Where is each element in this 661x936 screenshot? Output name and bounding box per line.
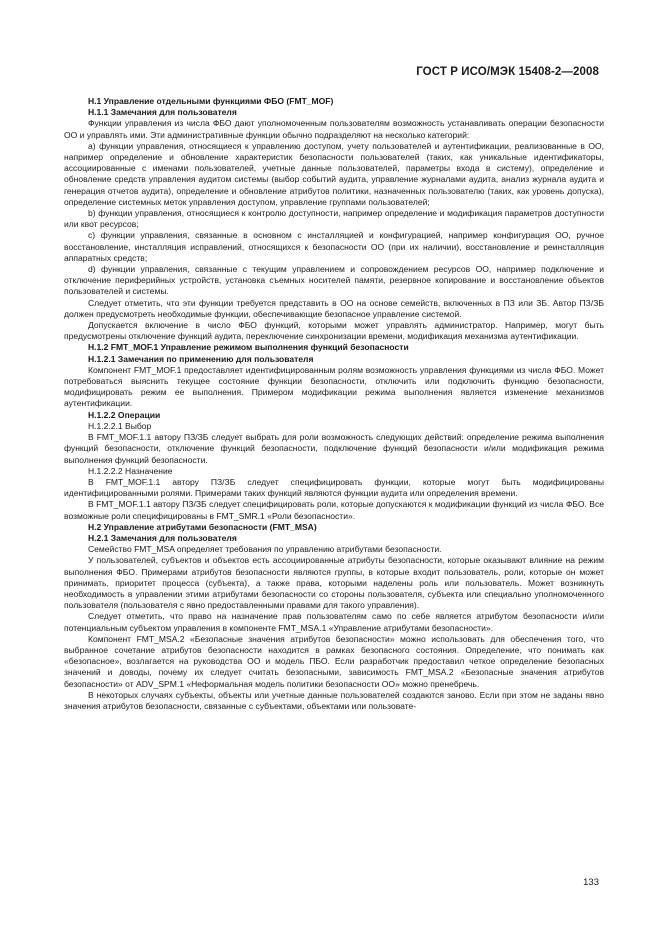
paragraph: У пользователей, субъектов и объектов есть ассоциированные атрибуты безопасности, которые оказывают влияние на режим выполнения ФБО. Примерами атрибутов безопасности являются группы, в которые входит пользователь, роли, которые он может принимать, приоритет процесса (субъекта), а также права, которыми наделены роль или пользователь. Может возникнуть необходимость в управлении этими атрибутами безопасности со стороны пользователя, субъекта или специально уполномоченного пользователя (пользователя с явно предоставленными правами для такого управления). (64, 555, 604, 611)
subsection-heading: H.2.1 Замечания для пользователя (88, 532, 237, 543)
clause-label: H.1.2.2.2 Назначение (88, 465, 173, 476)
paragraph: В некоторых случаях субъекты, объекты или учетные данные пользователей создаются заново. Если при этом не заданы явно значения атрибутов безопасности, связанные с субъектами, объектами или пользовате- (64, 689, 604, 711)
paragraph: Компонент FMT_MOF.1 предоставляет идентифицированным ролям возможность управления функциями из числа ФБО. Может потребоваться выяснить текущее состояние функции безопасности, отключить или подключить функцию безопасности, модифицировать режим ее выполнения. Примером модификации режима выполнения является изменение механизмов аутентификации. (64, 364, 604, 409)
list-item: d) функции управления, связанные с текущим управлением и сопровождением ресурсов ОО, например подключение и отключение периферийных устройств, установка съемных носителей памяти, резервное копирование и восстановление объектов пользователей и системы. (64, 264, 604, 297)
subsection-heading: H.1.1 Замечания для пользователя (88, 107, 237, 118)
document-header: ГОСТ Р ИСО/МЭК 15408-2—2008 (416, 66, 599, 78)
paragraph: Следует отметить, что эти функции требуется представить в ОО на основе семейств, включенных в ПЗ или ЗБ. Автор ПЗ/ЗБ должен предусмотреть необходимые функции, обеспечивающие безопасное управление системой. (64, 297, 604, 319)
paragraph: В FMT_MOF.1.1 автору ПЗ/ЗБ следует специфицировать роли, которые допускаются к модификации функций из числа ФБО. Все возможные роли специфицированы в FMT_SMR.1 «Роли безопасности». (64, 499, 604, 521)
list-item: а) функции управления, относящиеся к управлению доступом, учету пользователей и аутентификации, реализованные в ОО, например определение и обновление характеристик безопасности пользователей (таких, как уникальные идентификаторы, ассоциированные с именами пользователей, учетные данные пользователей, параметры входа в систему), определение и обновление средств управления аудитом системы (выбор событий аудита, управление журналами аудита, анализ журнала аудита и генерация отчетов аудита), определение и обновление атрибутов политики, назначенных пользователю (таких, как уровень допуска), определение системных меток управления доступом, управление группами пользователей; (64, 140, 604, 207)
section-heading: H.1 Управление отдельными функциями ФБО (FMT_MOF) (88, 96, 334, 106)
document-body (64, 96, 604, 712)
paragraph: Следует отметить, что право на назначение прав пользователям само по себе является атрибутом безопасности и/или потенциальным субъектом управления в компоненте FMT_MSA.1 «Управление атрибутами безопасности». (64, 611, 604, 633)
paragraph: Компонент FMT_MSA.2 «Безопасные значения атрибутов безопасности» можно использовать для обеспечения того, что выбранное сочетание атрибутов безопасности находится в рамках безопасного состояния. Определение, что понимать как «безопасное», возлагается на руководства ОО и модель ПБО. Если разработчик предоставил четкое определение безопасных значений и доводы, почему их следует считать безопасными, зависимость FMT_MSA.2 «Безопасные значения атрибутов безопасности» от ADV_SPM.1 «Неформальная модель политики безопасности ОО» можно пренебречь. (64, 633, 604, 689)
paragraph: В FMT_MOF.1.1 автору ПЗ/ЗБ следует специфицировать функции, которые могут быть модифицированы идентифицированными ролями. Примерами таких функций являются функции аудита или определения времени. (64, 476, 604, 499)
subsection-heading: H.1.2.1 Замечания по применению для пользователя (88, 353, 314, 364)
page-number: 133 (583, 877, 599, 888)
paragraph: Допускается включение в число ФБО функций, которыми может управлять администратор. Например, могут быть предусмотрены отключение функций аудита, переключение синхронизации времени, модификация механизма аутентификации. (64, 320, 604, 342)
clause-label: H.1.2.2.1 Выбор (88, 420, 152, 431)
section-heading: H.2 Управление атрибутами безопасности (FMT_MSA) (88, 521, 317, 532)
list-item: b) функции управления, относящиеся к контролю доступности, например определение и модификация параметров доступности или квот ресурсов; (64, 208, 604, 230)
paragraph: Функции управления из числа ФБО дают уполномоченным пользователям возможность устанавливать операции безопасности ОО и управлять ими. Эти административные функции обычно подразделяют на несколько категорий: (64, 118, 604, 140)
subsection-heading: H.1.2.2 Операции (88, 409, 161, 420)
subsection-heading: H.1.2 FMT_MOF.1 Управление режимом выполнения функций безопасности (88, 342, 409, 353)
paragraph: Семейство FMT_MSA определяет требования по управлению атрибутами безопасности. (88, 544, 442, 555)
list-item: c) функции управления, связанные в основном с инсталляцией и конфигурацией, например конфигурация ОО, ручное восстановление, инсталляция исправлений, относящихся к безопасности ОО (при их наличии), восстановление и реинсталляция аппаратных средств; (64, 230, 604, 263)
paragraph: В FMT_MOF.1.1 автору ПЗ/ЗБ следует выбрать для роли возможность следующих действий: определение режима выполнения функций безопасности, отключение функций безопасности, подключение функций безопасности и/или модификация режима выполнения функций безопасности. (64, 432, 604, 465)
